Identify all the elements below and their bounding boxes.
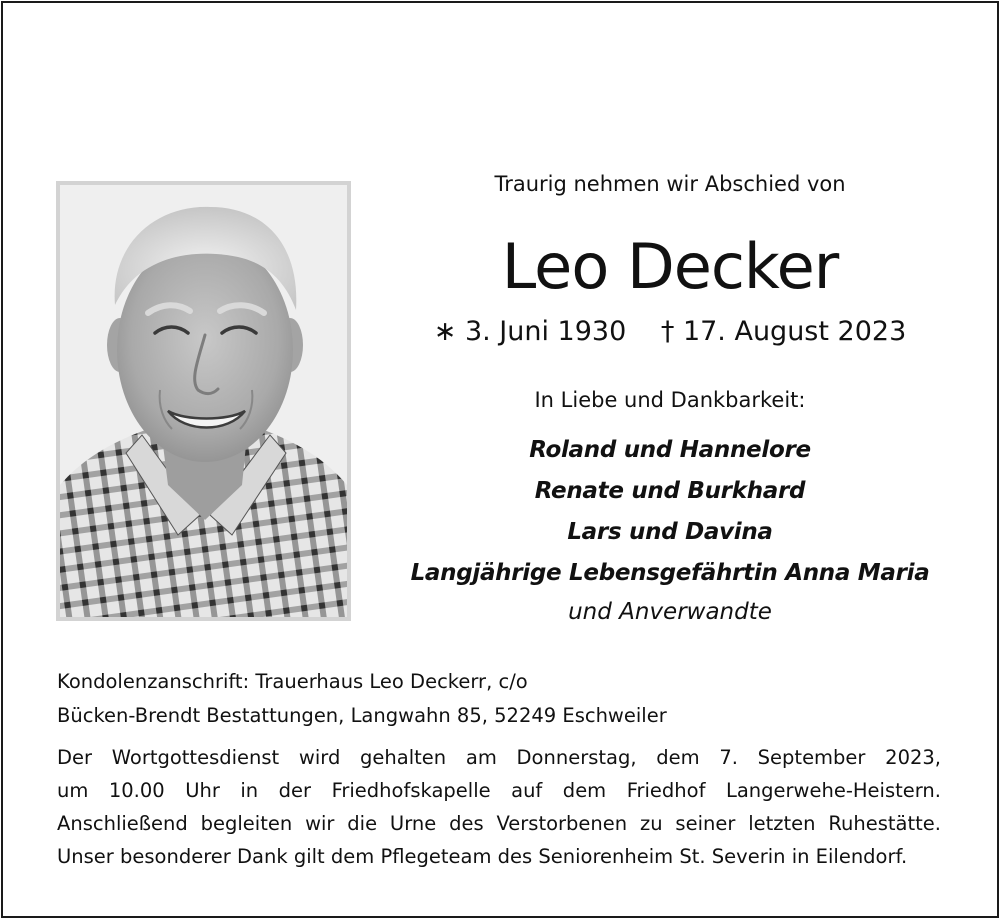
birth-date: 3. Juni 1930 xyxy=(464,316,627,347)
birth-asterisk-icon: ∗ xyxy=(433,316,457,347)
death-date: 17. August 2023 xyxy=(682,316,907,347)
portrait-illustration xyxy=(60,185,347,617)
mourner-name: Renate und Burkhard xyxy=(534,478,806,504)
gratitude-heading: In Liebe und Dankbarkeit: xyxy=(534,388,806,412)
address-line: Bücken-Brendt Bestattungen, Langwahn 85, 52249 Eschweiler xyxy=(57,704,667,727)
quote-line xyxy=(0,43,1000,79)
death-cross-icon: † xyxy=(660,316,675,347)
deceased-name: Leo Decker xyxy=(501,230,839,303)
mourner-name: Langjährige Lebensgefährtin Anna Maria xyxy=(410,560,930,586)
portrait-photo xyxy=(56,181,351,621)
mourner-list xyxy=(400,430,940,630)
service-info xyxy=(57,741,941,873)
service-line: Unser besonderer Dank gilt dem Pflegeteam des Seniorenheim St. Severin in Eilendorf. xyxy=(57,845,908,868)
relatives-line: und Anverwandte xyxy=(568,599,772,625)
mourner-name: Lars und Davina xyxy=(567,519,773,545)
memorial-quote xyxy=(0,43,1000,151)
quote-line xyxy=(0,79,1000,115)
address-line: Kondolenzanschrift: Trauerhaus Leo Deckerr, c/o xyxy=(57,670,528,693)
quote-line xyxy=(0,115,1000,151)
service-line: Anschließend begleiten wir die Urne des Verstorbenen zu seiner letzten Ruhestätte. xyxy=(57,812,941,835)
condolence-address xyxy=(57,665,667,733)
service-line: um 10.00 Uhr in der Friedhofskapelle auf dem Friedhof Langerwehe-Heistern. xyxy=(57,779,941,802)
service-line: Der Wortgottesdienst wird gehalten am Donnerstag, dem 7. September 2023, xyxy=(57,746,941,769)
life-dates xyxy=(400,316,940,347)
mourner-name: Roland und Hannelore xyxy=(529,437,811,463)
farewell-intro: Traurig nehmen wir Abschied von xyxy=(494,172,846,196)
